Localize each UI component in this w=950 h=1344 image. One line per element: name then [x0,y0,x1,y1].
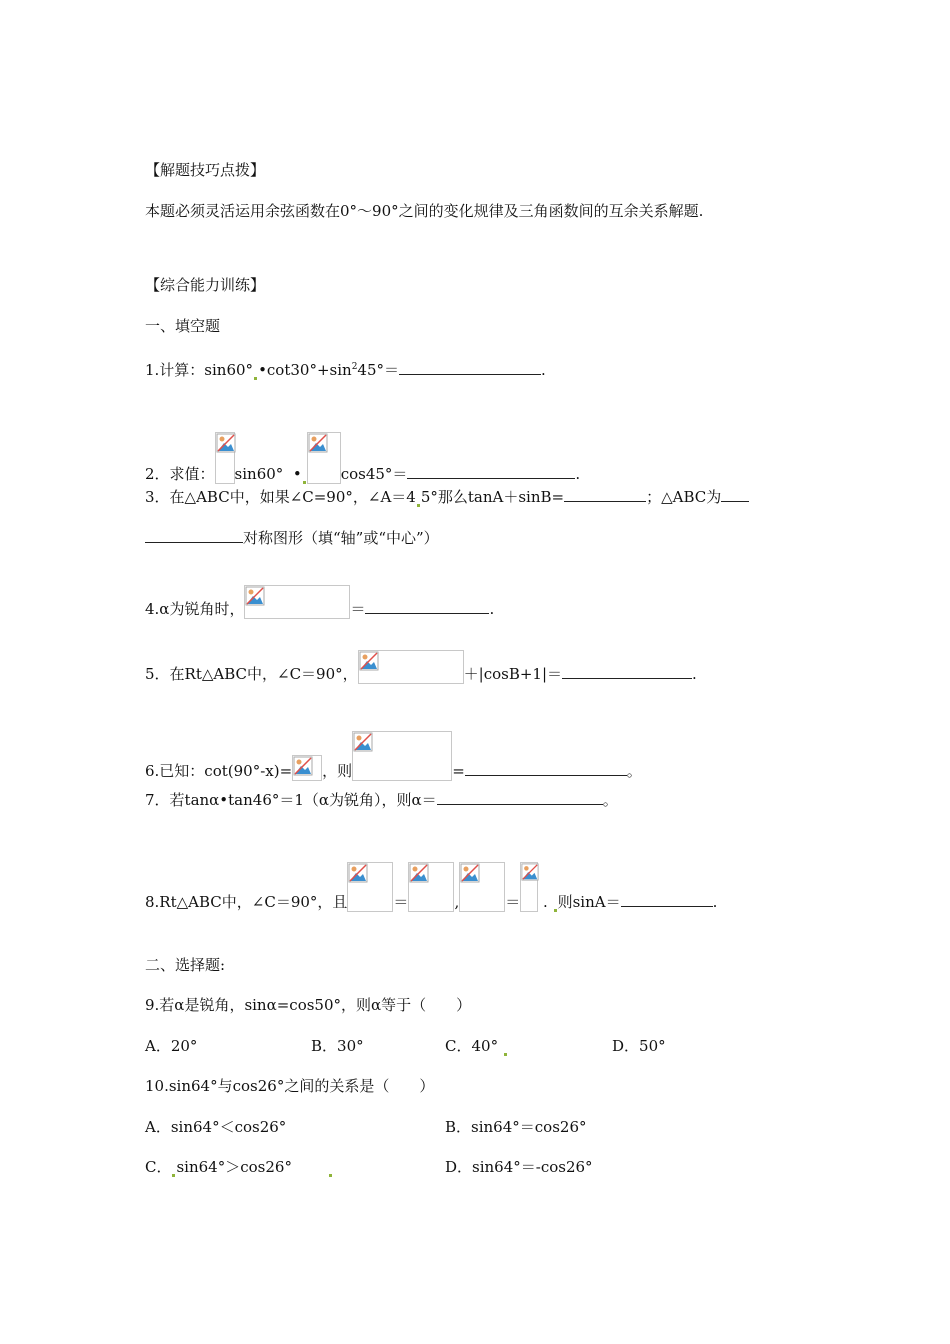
q8-text-a: 8.Rt△ABC中，∠C＝90°，且 [145,893,348,911]
q5-end: . [692,665,697,683]
question-2 [145,432,580,484]
question-8 [145,862,717,912]
question-5 [145,650,697,684]
q2-answer-blank[interactable] [407,464,575,479]
q8-end: . [712,893,718,911]
missing-image-icon [215,432,235,484]
q4-text-b: ＝ [350,600,366,618]
q2-text-b: sin60° [234,465,284,483]
q8-equals-1: ＝ [393,893,409,911]
question-1 [145,357,546,380]
q9-option-d[interactable]: D．50° [612,1037,666,1055]
stray-mark [303,481,306,484]
q9-option-c-label: C．40° [445,1037,499,1055]
q2-text-c: • [292,465,302,483]
q6-text-c: = [452,762,465,780]
q3-answer-blank-2a[interactable] [721,487,749,502]
missing-image-icon [352,731,452,781]
training-heading: 【综合能力训练】 [145,276,266,294]
q4-end: . [489,600,495,618]
q9-option-b[interactable]: B．30° [311,1037,364,1055]
q2-text-a: 2．求值： [145,465,215,483]
question-9: 9.若α是锐角，sinα=cos50°，则α等于（ ） [145,996,472,1014]
missing-image-icon [292,755,322,781]
q2-text-d: cos45°＝ [340,465,408,483]
q8-equals-2: ＝ [505,893,521,911]
q8-comma: , [454,893,460,911]
q1-text-a: 1.计算：sin60° [145,361,254,379]
q3-text-c: ；△ABC为 [646,488,722,506]
missing-image-icon [459,862,505,912]
q8-text-b: . [543,893,548,911]
q5-text-b: ＋|cosB+1|＝ [463,665,563,683]
section1-title: 一、填空题 [145,317,221,335]
q4-text-a: 4.α为锐角时， [145,600,245,618]
q3-answer-blank-2b[interactable] [145,528,243,543]
q6-answer-blank[interactable] [465,761,627,776]
stray-mark [254,377,257,380]
q7-end: 。 [602,791,618,809]
missing-image-icon [520,862,538,912]
q7-text-a: 7．若tanα•tan46°＝1（α为锐角），则α＝ [145,791,437,809]
q8-text-c: 则sinA＝ [557,893,621,911]
q9-option-a[interactable]: A．20° [145,1037,198,1055]
section2-title: 二、选择题: [145,956,226,974]
question-6 [145,731,642,781]
q7-answer-blank[interactable] [437,790,603,805]
missing-image-icon [244,585,350,619]
q5-answer-blank[interactable] [562,664,692,679]
q3-text-a: 3．在△ABC中，如果∠C=90°，∠A＝4 [145,488,416,506]
q10-option-b[interactable]: B．sin64°＝cos26° [445,1118,587,1136]
missing-image-icon [307,432,341,484]
question-4 [145,585,494,619]
q3-text-d: 对称图形（填“轴”或“中心”） [243,529,439,547]
q1-answer-blank[interactable] [399,360,541,375]
q6-end: 。 [626,762,642,780]
stray-mark [417,504,420,507]
question-3-cont [145,528,439,548]
q1-text-b: •cot30°+sin [258,361,352,379]
question-3 [145,487,749,507]
tips-heading: 【解题技巧点拨】 [145,161,266,179]
q4-answer-blank[interactable] [365,599,489,614]
q3-answer-blank-1[interactable] [564,487,646,502]
q1-text-c: 45°＝ [357,361,400,379]
q5-text-a: 5．在Rt△ABC中，∠C＝90°， [145,665,358,683]
tips-text: 本题必须灵活运用余弦函数在0°～90°之间的变化规律及三角函数间的互余关系解题. [145,202,704,220]
stray-mark [554,909,557,912]
missing-image-icon [347,862,393,912]
q3-text-b: 5°那么tanA＋sinB= [420,488,565,506]
stray-mark [504,1053,507,1056]
question-10: 10.sin64°与cos26°之间的关系是（ ） [145,1077,435,1095]
q10-option-c-label: C． [145,1158,172,1176]
q8-answer-blank[interactable] [621,892,713,907]
question-7 [145,790,618,810]
q6-text-a: 6.已知：cot(90°-x)= [145,762,293,780]
q10-option-d[interactable]: D．sin64°＝-cos26° [445,1158,593,1176]
q9-option-c[interactable] [445,1036,508,1056]
q1-superscript: 2 [351,362,358,372]
missing-image-icon [408,862,454,912]
stray-mark [329,1174,332,1177]
q6-text-b: ，则 [322,762,353,780]
q10-option-c-text: sin64°＞cos26° [176,1158,292,1176]
missing-image-icon [358,650,464,684]
q10-option-c[interactable] [145,1157,333,1177]
q1-end: . [541,361,546,379]
q10-option-a[interactable]: A．sin64°＜cos26° [145,1118,287,1136]
q2-end: . [575,465,581,483]
